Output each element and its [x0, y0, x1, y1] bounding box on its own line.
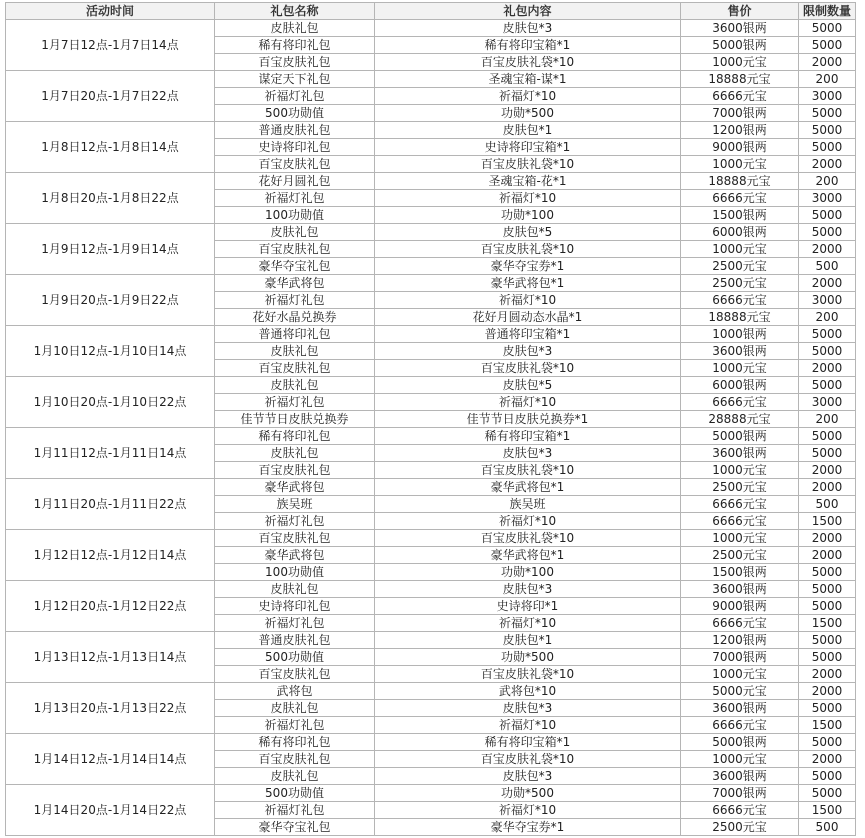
pack-name-cell: 百宝皮肤礼包: [215, 530, 375, 547]
activity-time-cell: 1月13日20点-1月13日22点: [6, 683, 215, 734]
pack-name-cell: 100功勋值: [215, 564, 375, 581]
pack-content-cell: 豪华武将包*1: [375, 275, 681, 292]
pack-name-cell: 皮肤礼包: [215, 377, 375, 394]
table-row: [6, 581, 856, 598]
pack-content-cell: 祈福灯*10: [375, 513, 681, 530]
pack-name-cell: 谋定天下礼包: [215, 71, 375, 88]
pack-content-cell: 皮肤包*5: [375, 377, 681, 394]
limit-cell: 5000: [799, 632, 856, 649]
pack-name-cell: 豪华夺宝礼包: [215, 819, 375, 836]
pack-name-cell: 佳节节日皮肤兑换券: [215, 411, 375, 428]
price-cell: 28888元宝: [681, 411, 799, 428]
limit-cell: 200: [799, 309, 856, 326]
pack-name-cell: 豪华武将包: [215, 547, 375, 564]
activity-time-cell: 1月12日20点-1月12日22点: [6, 581, 215, 632]
header-pack-content: 礼包内容: [375, 3, 681, 20]
price-cell: 5000银两: [681, 734, 799, 751]
pack-content-cell: 史诗将印*1: [375, 598, 681, 615]
pack-name-cell: 500功勋值: [215, 649, 375, 666]
limit-cell: 5000: [799, 785, 856, 802]
price-cell: 1000元宝: [681, 360, 799, 377]
limit-cell: 1500: [799, 717, 856, 734]
activity-time-cell: 1月7日12点-1月7日14点: [6, 20, 215, 71]
pack-content-cell: 皮肤包*3: [375, 20, 681, 37]
limit-cell: 5000: [799, 649, 856, 666]
limit-cell: 2000: [799, 530, 856, 547]
header-price: 售价: [681, 3, 799, 20]
price-cell: 5000银两: [681, 37, 799, 54]
price-cell: 9000银两: [681, 598, 799, 615]
pack-name-cell: 稀有将印礼包: [215, 37, 375, 54]
limit-cell: 2000: [799, 666, 856, 683]
pack-content-cell: 花好月圆动态水晶*1: [375, 309, 681, 326]
table-row: [6, 428, 856, 445]
activity-time-cell: 1月11日20点-1月11日22点: [6, 479, 215, 530]
pack-content-cell: 百宝皮肤礼袋*10: [375, 360, 681, 377]
pack-name-cell: 皮肤礼包: [215, 768, 375, 785]
pack-content-cell: 祈福灯*10: [375, 394, 681, 411]
price-cell: 9000银两: [681, 139, 799, 156]
limit-cell: 5000: [799, 20, 856, 37]
pack-name-cell: 皮肤礼包: [215, 20, 375, 37]
pack-content-cell: 祈福灯*10: [375, 717, 681, 734]
activity-time-cell: 1月13日12点-1月13日14点: [6, 632, 215, 683]
activity-time-cell: 1月9日20点-1月9日22点: [6, 275, 215, 326]
limit-cell: 500: [799, 258, 856, 275]
pack-name-cell: 豪华夺宝礼包: [215, 258, 375, 275]
header-limit-quantity: 限制数量: [799, 3, 856, 20]
limit-cell: 5000: [799, 734, 856, 751]
pack-content-cell: 豪华武将包*1: [375, 547, 681, 564]
pack-name-cell: 百宝皮肤礼包: [215, 666, 375, 683]
pack-name-cell: 皮肤礼包: [215, 343, 375, 360]
table-row: [6, 173, 856, 190]
limit-cell: 5000: [799, 377, 856, 394]
table-row: [6, 632, 856, 649]
table-row: [6, 20, 856, 37]
pack-name-cell: 百宝皮肤礼包: [215, 241, 375, 258]
limit-cell: 5000: [799, 326, 856, 343]
activity-time-cell: 1月14日20点-1月14日22点: [6, 785, 215, 836]
pack-content-cell: 豪华夺宝券*1: [375, 819, 681, 836]
pack-name-cell: 普通皮肤礼包: [215, 122, 375, 139]
limit-cell: 2000: [799, 683, 856, 700]
limit-cell: 5000: [799, 768, 856, 785]
price-cell: 18888元宝: [681, 71, 799, 88]
table-row: [6, 71, 856, 88]
pack-content-cell: 稀有将印宝箱*1: [375, 37, 681, 54]
activity-time-cell: 1月12日12点-1月12日14点: [6, 530, 215, 581]
pack-name-cell: 百宝皮肤礼包: [215, 360, 375, 377]
limit-cell: 1500: [799, 802, 856, 819]
price-cell: 2500元宝: [681, 275, 799, 292]
price-cell: 1000银两: [681, 326, 799, 343]
limit-cell: 3000: [799, 88, 856, 105]
limit-cell: 5000: [799, 564, 856, 581]
activity-time-cell: 1月14日12点-1月14日14点: [6, 734, 215, 785]
limit-cell: 1500: [799, 615, 856, 632]
pack-name-cell: 稀有将印礼包: [215, 428, 375, 445]
pack-content-cell: 佳节节日皮肤兑换券*1: [375, 411, 681, 428]
activity-time-cell: 1月8日12点-1月8日14点: [6, 122, 215, 173]
pack-name-cell: 豪华武将包: [215, 275, 375, 292]
pack-name-cell: 花好月圆礼包: [215, 173, 375, 190]
pack-name-cell: 豪华武将包: [215, 479, 375, 496]
pack-name-cell: 百宝皮肤礼包: [215, 156, 375, 173]
pack-content-cell: 普通将印宝箱*1: [375, 326, 681, 343]
price-cell: 3600银两: [681, 581, 799, 598]
price-cell: 1000元宝: [681, 156, 799, 173]
pack-content-cell: 功勋*500: [375, 105, 681, 122]
pack-name-cell: 皮肤礼包: [215, 445, 375, 462]
price-cell: 3600银两: [681, 343, 799, 360]
limit-cell: 2000: [799, 751, 856, 768]
table-row: [6, 224, 856, 241]
table-row: [6, 479, 856, 496]
limit-cell: 2000: [799, 462, 856, 479]
price-cell: 2500元宝: [681, 819, 799, 836]
price-cell: 1000元宝: [681, 462, 799, 479]
price-cell: 3600银两: [681, 768, 799, 785]
price-cell: 3600银两: [681, 700, 799, 717]
pack-content-cell: 百宝皮肤礼袋*10: [375, 54, 681, 71]
price-cell: 1500银两: [681, 207, 799, 224]
price-cell: 5000元宝: [681, 683, 799, 700]
limit-cell: 5000: [799, 581, 856, 598]
pack-content-cell: 史诗将印宝箱*1: [375, 139, 681, 156]
pack-name-cell: 史诗将印礼包: [215, 139, 375, 156]
table-row: [6, 326, 856, 343]
pack-name-cell: 百宝皮肤礼包: [215, 751, 375, 768]
pack-name-cell: 祈福灯礼包: [215, 802, 375, 819]
limit-cell: 5000: [799, 207, 856, 224]
pack-content-cell: 皮肤包*3: [375, 445, 681, 462]
limit-cell: 5000: [799, 105, 856, 122]
price-cell: 6666元宝: [681, 802, 799, 819]
pack-content-cell: 百宝皮肤礼袋*10: [375, 530, 681, 547]
pack-name-cell: 祈福灯礼包: [215, 615, 375, 632]
activity-time-cell: 1月9日12点-1月9日14点: [6, 224, 215, 275]
pack-name-cell: 武将包: [215, 683, 375, 700]
header-activity-time: 活动时间: [6, 3, 215, 20]
limit-cell: 5000: [799, 139, 856, 156]
limit-cell: 500: [799, 496, 856, 513]
price-cell: 6666元宝: [681, 394, 799, 411]
pack-content-cell: 百宝皮肤礼袋*10: [375, 666, 681, 683]
pack-content-cell: 功勋*500: [375, 785, 681, 802]
activity-time-cell: 1月10日20点-1月10日22点: [6, 377, 215, 428]
pack-content-cell: 功勋*100: [375, 207, 681, 224]
pack-name-cell: 500功勋值: [215, 785, 375, 802]
activity-time-cell: 1月8日20点-1月8日22点: [6, 173, 215, 224]
pack-content-cell: 百宝皮肤礼袋*10: [375, 156, 681, 173]
price-cell: 18888元宝: [681, 173, 799, 190]
pack-name-cell: 祈福灯礼包: [215, 394, 375, 411]
pack-content-cell: 百宝皮肤礼袋*10: [375, 751, 681, 768]
limit-cell: 1500: [799, 513, 856, 530]
table-row: [6, 530, 856, 547]
pack-content-cell: 族吴班: [375, 496, 681, 513]
pack-content-cell: 祈福灯*10: [375, 615, 681, 632]
pack-content-cell: 百宝皮肤礼袋*10: [375, 241, 681, 258]
pack-name-cell: 祈福灯礼包: [215, 190, 375, 207]
pack-content-cell: 皮肤包*3: [375, 343, 681, 360]
table-row: [6, 122, 856, 139]
limit-cell: 5000: [799, 122, 856, 139]
price-cell: 6666元宝: [681, 496, 799, 513]
limit-cell: 5000: [799, 700, 856, 717]
pack-content-cell: 稀有将印宝箱*1: [375, 428, 681, 445]
pack-content-cell: 功勋*500: [375, 649, 681, 666]
limit-cell: 2000: [799, 156, 856, 173]
price-cell: 3600银两: [681, 445, 799, 462]
table-row: [6, 377, 856, 394]
price-cell: 2500元宝: [681, 547, 799, 564]
price-cell: 6666元宝: [681, 717, 799, 734]
price-cell: 6666元宝: [681, 190, 799, 207]
limit-cell: 2000: [799, 275, 856, 292]
pack-content-cell: 祈福灯*10: [375, 190, 681, 207]
pack-content-cell: 皮肤包*1: [375, 632, 681, 649]
price-cell: 6666元宝: [681, 292, 799, 309]
pack-name-cell: 皮肤礼包: [215, 581, 375, 598]
limit-cell: 3000: [799, 292, 856, 309]
price-cell: 3600银两: [681, 20, 799, 37]
pack-name-cell: 史诗将印礼包: [215, 598, 375, 615]
limit-cell: 200: [799, 173, 856, 190]
pack-name-cell: 祈福灯礼包: [215, 717, 375, 734]
pack-content-cell: 百宝皮肤礼袋*10: [375, 462, 681, 479]
pack-content-cell: 皮肤包*1: [375, 122, 681, 139]
pack-name-cell: 百宝皮肤礼包: [215, 462, 375, 479]
limit-cell: 500: [799, 819, 856, 836]
limit-cell: 3000: [799, 394, 856, 411]
pack-content-cell: 皮肤包*3: [375, 581, 681, 598]
price-cell: 18888元宝: [681, 309, 799, 326]
pack-name-cell: 祈福灯礼包: [215, 513, 375, 530]
pack-name-cell: 祈福灯礼包: [215, 292, 375, 309]
pack-name-cell: 500功勋值: [215, 105, 375, 122]
header-pack-name: 礼包名称: [215, 3, 375, 20]
pack-content-cell: 祈福灯*10: [375, 292, 681, 309]
activity-time-cell: 1月7日20点-1月7日22点: [6, 71, 215, 122]
price-cell: 7000银两: [681, 785, 799, 802]
limit-cell: 200: [799, 71, 856, 88]
price-cell: 2500元宝: [681, 479, 799, 496]
pack-content-cell: 祈福灯*10: [375, 88, 681, 105]
gift-pack-schedule-table: [5, 2, 856, 836]
table-row: [6, 734, 856, 751]
limit-cell: 2000: [799, 241, 856, 258]
pack-name-cell: 普通皮肤礼包: [215, 632, 375, 649]
table-body: [6, 20, 856, 836]
limit-cell: 5000: [799, 37, 856, 54]
pack-content-cell: 祈福灯*10: [375, 802, 681, 819]
limit-cell: 3000: [799, 190, 856, 207]
limit-cell: 2000: [799, 479, 856, 496]
pack-content-cell: 功勋*100: [375, 564, 681, 581]
pack-name-cell: 100功勋值: [215, 207, 375, 224]
limit-cell: 2000: [799, 547, 856, 564]
price-cell: 1000元宝: [681, 530, 799, 547]
price-cell: 1500银两: [681, 564, 799, 581]
price-cell: 1200银两: [681, 122, 799, 139]
price-cell: 1000元宝: [681, 751, 799, 768]
price-cell: 2500元宝: [681, 258, 799, 275]
table-row: [6, 683, 856, 700]
limit-cell: 5000: [799, 428, 856, 445]
table-header-row: [6, 3, 856, 20]
table-row: [6, 785, 856, 802]
limit-cell: 5000: [799, 224, 856, 241]
pack-content-cell: 武将包*10: [375, 683, 681, 700]
price-cell: 1200银两: [681, 632, 799, 649]
price-cell: 6000银两: [681, 224, 799, 241]
pack-name-cell: 族吴班: [215, 496, 375, 513]
pack-content-cell: 圣魂宝箱-谋*1: [375, 71, 681, 88]
pack-content-cell: 豪华夺宝券*1: [375, 258, 681, 275]
price-cell: 6666元宝: [681, 88, 799, 105]
pack-name-cell: 百宝皮肤礼包: [215, 54, 375, 71]
pack-name-cell: 稀有将印礼包: [215, 734, 375, 751]
limit-cell: 2000: [799, 360, 856, 377]
pack-content-cell: 皮肤包*3: [375, 768, 681, 785]
limit-cell: 200: [799, 411, 856, 428]
activity-time-cell: 1月10日12点-1月10日14点: [6, 326, 215, 377]
price-cell: 6666元宝: [681, 615, 799, 632]
pack-name-cell: 皮肤礼包: [215, 224, 375, 241]
pack-name-cell: 皮肤礼包: [215, 700, 375, 717]
price-cell: 6666元宝: [681, 513, 799, 530]
limit-cell: 5000: [799, 445, 856, 462]
pack-content-cell: 圣魂宝箱-花*1: [375, 173, 681, 190]
pack-content-cell: 皮肤包*3: [375, 700, 681, 717]
price-cell: 7000银两: [681, 105, 799, 122]
pack-content-cell: 稀有将印宝箱*1: [375, 734, 681, 751]
limit-cell: 2000: [799, 54, 856, 71]
activity-time-cell: 1月11日12点-1月11日14点: [6, 428, 215, 479]
price-cell: 1000元宝: [681, 241, 799, 258]
price-cell: 6000银两: [681, 377, 799, 394]
pack-content-cell: 豪华武将包*1: [375, 479, 681, 496]
limit-cell: 5000: [799, 343, 856, 360]
pack-content-cell: 皮肤包*5: [375, 224, 681, 241]
price-cell: 7000银两: [681, 649, 799, 666]
table-row: [6, 275, 856, 292]
pack-name-cell: 普通将印礼包: [215, 326, 375, 343]
price-cell: 5000银两: [681, 428, 799, 445]
pack-name-cell: 祈福灯礼包: [215, 88, 375, 105]
price-cell: 1000元宝: [681, 666, 799, 683]
price-cell: 1000元宝: [681, 54, 799, 71]
limit-cell: 5000: [799, 598, 856, 615]
pack-name-cell: 花好水晶兑换券: [215, 309, 375, 326]
